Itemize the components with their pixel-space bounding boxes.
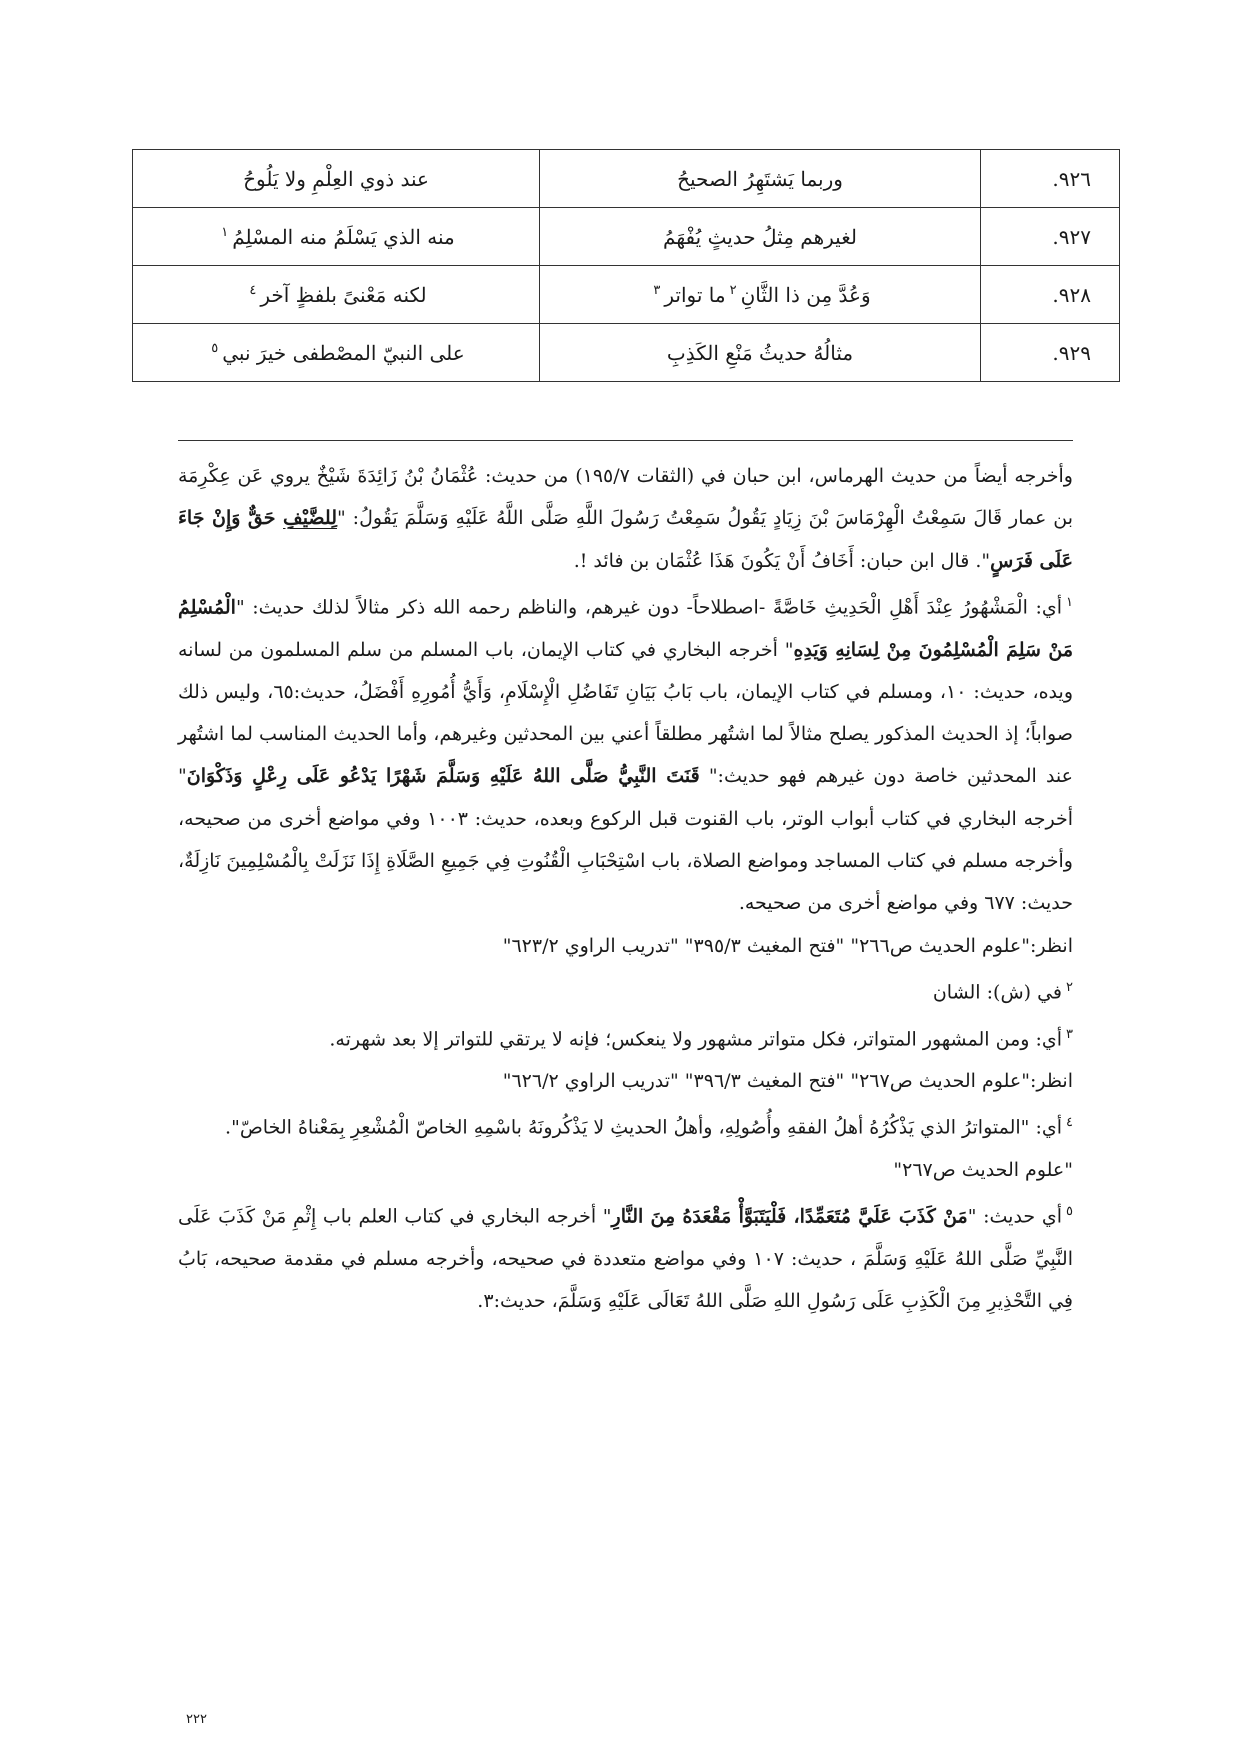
footnote-ref[interactable]: ١ bbox=[221, 224, 229, 240]
footnote-ref[interactable]: ٥ bbox=[211, 340, 219, 356]
verse-number: ٩٢٧. bbox=[981, 208, 1120, 266]
footnote-number: ١ bbox=[1066, 594, 1073, 610]
verse-number: ٩٢٩. bbox=[981, 324, 1120, 382]
footnote-3: $^٣$أي: ومن المشهور المتواتر، فكل متواتر مشهور ولا ينعكس؛ فإنه لا يرتقي للتواتر إلا بعد شهرته. bbox=[329, 1026, 1073, 1050]
verse-first-hemistich: مثالُهُ حديثُ مَنْعِ الكَذِبِ bbox=[540, 324, 981, 382]
poem-table bbox=[132, 149, 1120, 382]
footnote-2: $^٢$في (ش): الشان bbox=[932, 979, 1073, 1004]
footnote-3-reference: انظر:"علوم الحديث ص٢٦٧" "فتح المغيث ٣٩٦/٣" "تدريب الراوي ٦٢٦/٢" bbox=[502, 1070, 1073, 1093]
footnote-ref[interactable]: ٢ bbox=[729, 282, 737, 298]
verse-first-hemistich: وربما يَشتَهِرُ الصحيحُ bbox=[540, 150, 981, 208]
footnote-number: ٢ bbox=[1066, 979, 1073, 995]
verse-number: ٩٢٦. bbox=[981, 150, 1120, 208]
page-number: ٢٢٢ bbox=[186, 1712, 207, 1727]
verse-second-hemistich: عند ذوي العِلْمِ ولا يَلُوحُ bbox=[133, 150, 540, 208]
verse-first-hemistich: لغيرهم مِثلُ حديثٍ يُفْهَمُ bbox=[540, 208, 981, 266]
footnote-4-reference: "علوم الحديث ص٢٦٧" bbox=[893, 1159, 1073, 1182]
footnote-5: $^٥$أي حديث: "مَنْ كَذَبَ عَلَيَّ مُتَعَمِّدًا، فَلْيَتَبَوَّأْ مَقْعَدَهُ مِنَ النَّارِ" أخرجه البخاري في كتاب العلم باب إِثْمِ مَنْ كَذَبَ عَلَى النَّبِيِّ صَلَّى اللهُ عَلَيْهِ وَسَلَّمَ ، حديث: ١٠٧ وفي مواضع متعددة في صحيحه، وأخرجه مسلم في مقدمة صحيحه، بَابُ فِي التَّحْذِيرِ مِنَ الْكَذِبِ عَلَى رَسُولِ اللهِ صَلَّى اللهُ تَعَالَى عَلَيْهِ وَسَلَّمَ، حديث:٣. bbox=[178, 1204, 1073, 1313]
footnote-1-reference: انظر:"علوم الحديث ص٢٦٦" "فتح المغيث ٣٩٥/٣" "تدريب الراوي ٦٢٣/٢" bbox=[502, 934, 1073, 957]
poem-row bbox=[133, 150, 1120, 208]
footnote-ref[interactable]: ٤ bbox=[249, 282, 257, 298]
poem-row bbox=[133, 208, 1120, 266]
footnote-number: ٥ bbox=[1066, 1204, 1073, 1220]
footnote-number: ٤ bbox=[1066, 1115, 1073, 1131]
verse-second-hemistich: لكنه مَعْنىً بلفظٍ آخر$^٤$ bbox=[133, 266, 540, 324]
footnote-number: ٣ bbox=[1066, 1026, 1073, 1042]
poem-row bbox=[133, 324, 1120, 382]
poem-row bbox=[133, 266, 1120, 324]
verse-number: ٩٢٨. bbox=[981, 266, 1120, 324]
verse-second-hemistich: على النبيّ المصْطفى خيرَ نبي$^٥$ bbox=[133, 324, 540, 382]
verse-second-hemistich: منه الذي يَسْلَمُ منه المسْلِمُ$^١$ bbox=[133, 208, 540, 266]
footnote-1: $^١$أي: الْمَشْهُورُ عِنْدَ أَهْلِ الْحَدِيثِ خَاصَّةً -اصطلاحاً- دون غيرهم، والناظم رحمه الله ذكر مثالاً لذلك حديث: "الْمُسْلِمُ مَنْ سَلِمَ الْمُسْلِمُونَ مِنْ لِسَانِهِ وَيَدِهِ" أخرجه البخاري في كتاب الإيمان، باب المسلم من سلم المسلمون من لسانه ويده، حديث: ١٠، ومسلم في كتاب الإيمان، باب بَابُ بَيَانِ تَفَاضُلِ الْإِسْلَامِ، وَأَيُّ أُمُورِهِ أَفْضَلُ، حديث:٦٥، وليس ذلك صواباً؛ إذ الحديث المذكور يصلح مثالاً لما اشتُهر مطلقاً أعني بين المحدثين وغيرهم، وأما الحديث المناسب لما اشتُهر عند المحدثين خاصة دون غيرهم فهو حديث:" قَنَتَ النَّبِيُّ صَلَّى اللهُ عَلَيْهِ وَسَلَّمَ شَهْرًا يَدْعُو عَلَى رِعْلٍ وَذَكْوَانَ" أخرجه البخاري في كتاب أبواب الوتر، باب القنوت قبل الركوع وبعده، حديث: ١٠٠٣ وفي مواضع أخرى من صحيحه، وأخرجه مسلم في كتاب المساجد ومواضع الصلاة، باب اسْتِحْبَابِ الْقُنُوتِ فِي جَمِيعِ الصَّلَاةِ إِذَا نَزَلَتْ بِالْمُسْلِمِينَ نَازِلَةٌ، حديث: ٦٧٧ وفي مواضع أخرى من صحيحه. bbox=[178, 594, 1074, 915]
footnote-4: $^٤$أي: "المتواترُ الذي يَذْكُرُهُ أهلُ الفقهِ وأُصُولِهِ، وأهلُ الحديثِ لا يَذْكُرونَهُ باسْمِهِ الخاصّ الْمُشْعِرِ بِمَعْناهُ الخاصّ". bbox=[225, 1115, 1073, 1139]
footnote-ref[interactable]: ٣ bbox=[653, 282, 661, 298]
footnotes bbox=[178, 455, 1073, 1323]
footnote-separator bbox=[178, 440, 1073, 441]
verse-first-hemistich: وَعُدَّ مِن ذا الثَّانِ$^٢$ما تواتر$^٣$ bbox=[540, 266, 981, 324]
footnote-continuation: وأخرجه أيضاً من حديث الهرماس، ابن حبان في (الثقات ١٩٥/٧) من حديث: عُثْمَانُ بْنُ زَائِدَةَ شَيْخٌ يروي عَن عِكْرِمَة بن عمار قَالَ سَمِعْتُ الْهِرْمَاسَ بْنَ زِيَادٍ يَقُولُ سَمِعْتُ رَسُولَ اللَّهِ صَلَّى اللَّهُ عَلَيْهِ وَسَلَّمَ يَقُولُ: "لِلضَّيْفِ حَقٌّ وَإِنْ جَاءَ عَلَى فَرَسٍ". قال ابن حبان: أَخَافُ أَنْ يَكُونَ هَذَا عُثْمَان بن فائد !. bbox=[178, 465, 1074, 572]
